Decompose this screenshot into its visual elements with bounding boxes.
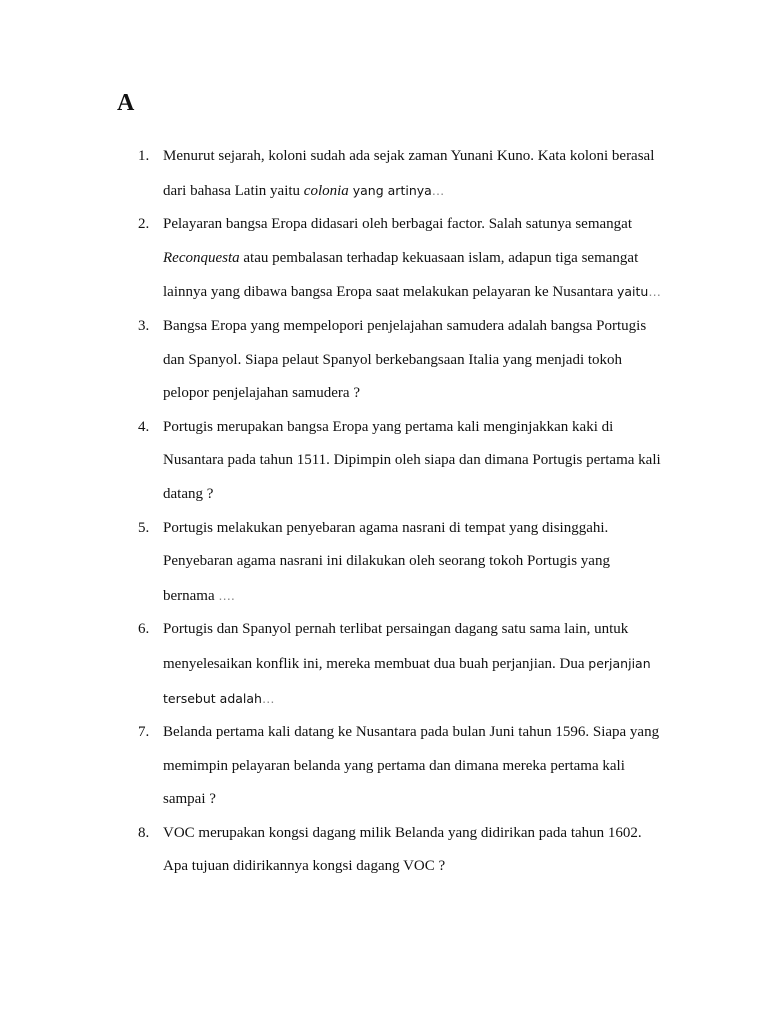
question-text (163, 310, 663, 411)
question-text-part: Portugis melakukan penyebaran agama nasrani di tempat yang disinggahi. Penyebaran agama nasrani ini dilakukan oleh seorang tokoh Portugis yang bernama (163, 519, 610, 604)
question-text-part: colonia (303, 182, 349, 199)
question-text-part: perjanjian tersebut adalah (163, 655, 651, 706)
question-text (163, 208, 663, 310)
section-heading: A (117, 90, 135, 116)
question-number: 1. (138, 148, 150, 164)
question-text (163, 613, 663, 716)
question-text (163, 716, 663, 817)
question-number: 2. (138, 216, 150, 233)
question-text-part: Reconquesta (163, 249, 240, 266)
question-item (0, 140, 768, 208)
question-text-part: … (261, 690, 275, 706)
question-item (0, 613, 768, 716)
question-text (163, 140, 663, 208)
question-number: 3. (138, 317, 150, 334)
question-text-part: yaitu (616, 284, 649, 300)
question-text-part: Belanda pertama kali datang ke Nusantara pada bulan Juni tahun 1596. Siapa yang memimpin pelayaran belanda yang pertama dan dimana mereka pertama kali sampai ? (163, 724, 660, 808)
question-text-part: Bangsa Eropa yang mempelopori penjelajahan samudera adalah bangsa Portugis dan Spanyol. Siapa pelaut Spanyol berkebangsaan Italia yang menjadi tokoh pelopor penjelajahan samudera ? (163, 317, 647, 402)
question-item (0, 512, 768, 614)
question-text-part: VOC merupakan kongsi dagang milik Belanda yang didirikan pada tahun 1602. Apa tujuan didirikannya kongsi dagang VOC ? (163, 824, 642, 875)
question-list (0, 140, 768, 884)
question-text-part: … (431, 182, 445, 198)
question-item (0, 310, 768, 411)
question-item (0, 208, 768, 310)
question-item (0, 716, 768, 817)
question-text-part: Pelayaran bangsa Eropa didasari oleh berbagai factor. Salah satunya semangat (163, 216, 632, 233)
question-text (163, 512, 663, 614)
question-number: 4. (138, 418, 150, 435)
question-text (163, 411, 663, 512)
question-number: 5. (138, 519, 150, 536)
question-text-part: … (648, 284, 661, 300)
question-text-part: …. (218, 587, 235, 603)
question-text-part: Portugis dan Spanyol pernah terlibat persaingan dagang satu sama lain, untuk menyelesaikan konflik ini, mereka membuat dua buah perjanjian. Dua (163, 621, 629, 672)
question-item (0, 411, 768, 512)
question-text-part: atau pembalasan terhadap kekuasaan islam, adapun tiga semangat lainnya yang dibawa bangsa Eropa saat melakukan pelayaran ke Nusantara (163, 249, 639, 301)
question-number: 8. (138, 824, 150, 841)
question-text-part: Portugis merupakan bangsa Eropa yang pertama kali menginjakkan kaki di Nusantara pada tahun 1511. Dipimpin oleh siapa dan dimana Portugis pertama kali datang ? (163, 418, 661, 502)
question-item (0, 817, 768, 884)
question-text-part: yang artinya (348, 182, 432, 198)
question-number: 7. (138, 724, 150, 741)
question-number: 6. (138, 621, 150, 638)
question-text (163, 817, 663, 884)
question-text-part: Menurut sejarah, koloni sudah ada sejak zaman Yunani Kuno. Kata koloni berasal dari bahasa Latin yaitu (163, 148, 655, 199)
